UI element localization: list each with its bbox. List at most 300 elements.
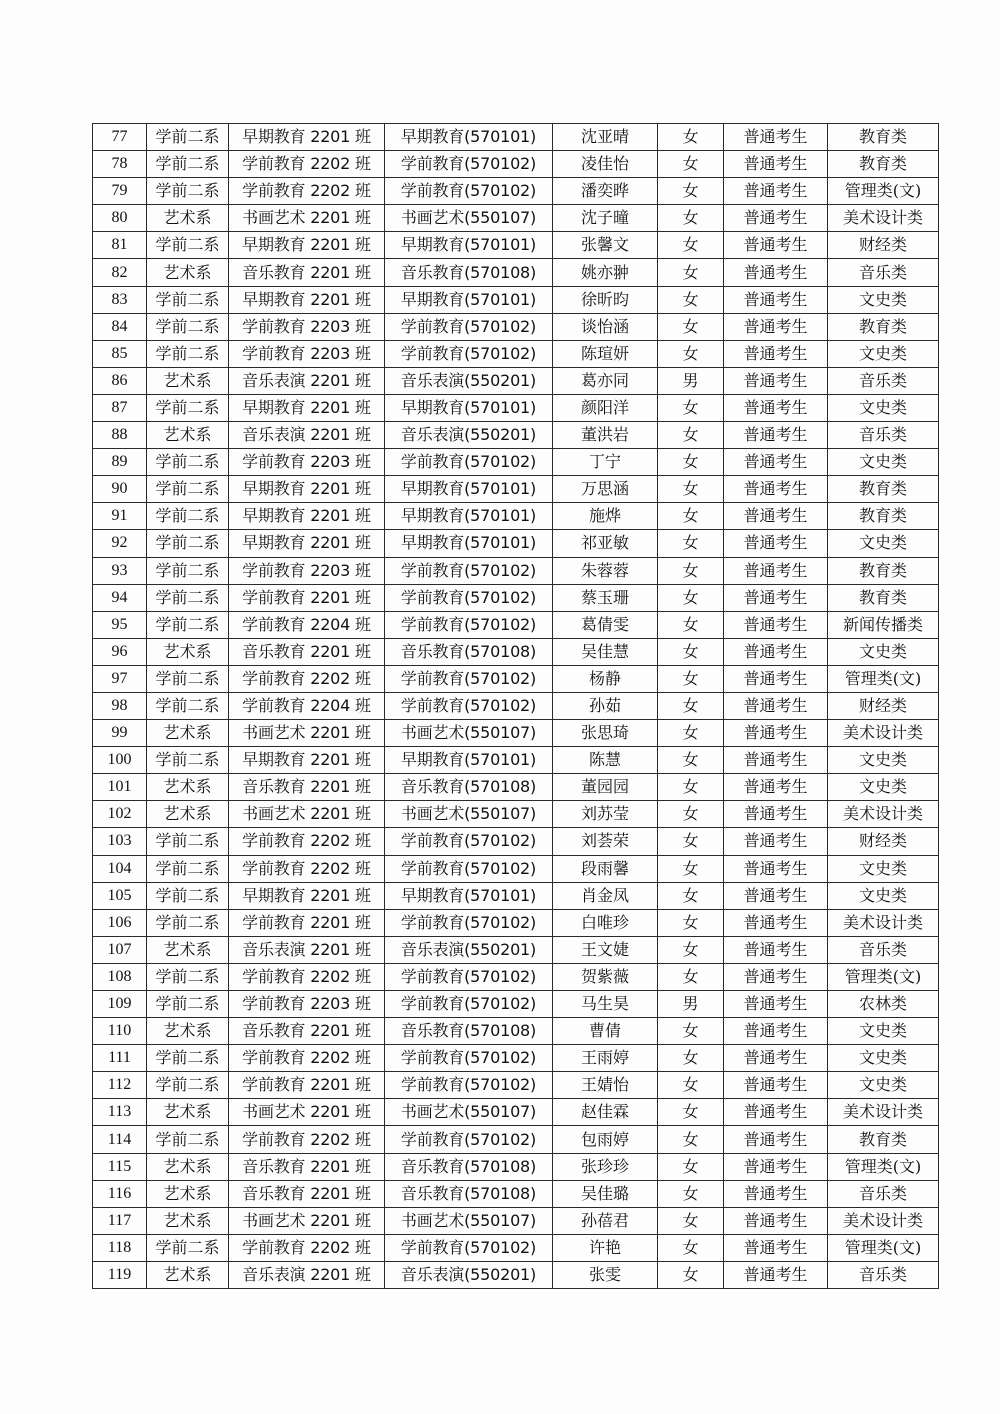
gender-cell: 女 xyxy=(658,1180,724,1207)
major-cell: 音乐教育(570108) xyxy=(385,259,553,286)
applicant-type-cell: 普通考生 xyxy=(724,1207,828,1234)
class-name-cell: 书画艺术 2201 班 xyxy=(229,720,385,747)
applicant-type-cell: 普通考生 xyxy=(724,1018,828,1045)
student-name-cell: 刘荟荣 xyxy=(553,828,658,855)
student-name-cell: 肖金凤 xyxy=(553,882,658,909)
row-number-cell: 87 xyxy=(93,394,147,421)
gender-cell: 女 xyxy=(658,1153,724,1180)
applicant-type-cell: 普通考生 xyxy=(724,828,828,855)
gender-cell: 女 xyxy=(658,394,724,421)
class-name-cell: 早期教育 2201 班 xyxy=(229,124,385,151)
department-cell: 学前二系 xyxy=(147,313,229,340)
student-name-cell: 蔡玉珊 xyxy=(553,584,658,611)
student-name-cell: 白唯珍 xyxy=(553,909,658,936)
row-number-cell: 97 xyxy=(93,665,147,692)
department-cell: 艺术系 xyxy=(147,1207,229,1234)
class-name-cell: 音乐教育 2201 班 xyxy=(229,1180,385,1207)
row-number-cell: 117 xyxy=(93,1207,147,1234)
class-name-cell: 书画艺术 2201 班 xyxy=(229,1099,385,1126)
gender-cell: 女 xyxy=(658,1234,724,1261)
row-number-cell: 100 xyxy=(93,747,147,774)
applicant-type-cell: 普通考生 xyxy=(724,747,828,774)
exam-category-cell: 文史类 xyxy=(828,638,939,665)
exam-category-cell: 教育类 xyxy=(828,313,939,340)
student-name-cell: 吴佳璐 xyxy=(553,1180,658,1207)
exam-category-cell: 教育类 xyxy=(828,503,939,530)
applicant-type-cell: 普通考生 xyxy=(724,1126,828,1153)
row-number-cell: 94 xyxy=(93,584,147,611)
exam-category-cell: 文史类 xyxy=(828,1045,939,1072)
student-name-cell: 张珍珍 xyxy=(553,1153,658,1180)
department-cell: 学前二系 xyxy=(147,584,229,611)
major-cell: 学前教育(570102) xyxy=(385,828,553,855)
exam-category-cell: 文史类 xyxy=(828,449,939,476)
major-cell: 学前教育(570102) xyxy=(385,909,553,936)
exam-category-cell: 新闻传播类 xyxy=(828,611,939,638)
exam-category-cell: 管理类(文) xyxy=(828,1234,939,1261)
gender-cell: 女 xyxy=(658,801,724,828)
applicant-type-cell: 普通考生 xyxy=(724,774,828,801)
gender-cell: 女 xyxy=(658,882,724,909)
row-number-cell: 93 xyxy=(93,557,147,584)
student-name-cell: 祁亚敏 xyxy=(553,530,658,557)
class-name-cell: 学前教育 2203 班 xyxy=(229,557,385,584)
department-cell: 学前二系 xyxy=(147,1072,229,1099)
exam-category-cell: 文史类 xyxy=(828,774,939,801)
row-number-cell: 84 xyxy=(93,313,147,340)
table-row xyxy=(93,530,939,557)
applicant-type-cell: 普通考生 xyxy=(724,422,828,449)
major-cell: 早期教育(570101) xyxy=(385,232,553,259)
applicant-type-cell: 普通考生 xyxy=(724,1045,828,1072)
row-number-cell: 92 xyxy=(93,530,147,557)
student-name-cell: 谈怡涵 xyxy=(553,313,658,340)
table-row xyxy=(93,692,939,719)
gender-cell: 女 xyxy=(658,178,724,205)
exam-category-cell: 文史类 xyxy=(828,747,939,774)
student-name-cell: 万思涵 xyxy=(553,476,658,503)
class-name-cell: 早期教育 2201 班 xyxy=(229,503,385,530)
class-name-cell: 音乐表演 2201 班 xyxy=(229,422,385,449)
applicant-type-cell: 普通考生 xyxy=(724,313,828,340)
table-row xyxy=(93,422,939,449)
department-cell: 艺术系 xyxy=(147,1099,229,1126)
applicant-type-cell: 普通考生 xyxy=(724,1180,828,1207)
applicant-type-cell: 普通考生 xyxy=(724,991,828,1018)
applicant-type-cell: 普通考生 xyxy=(724,692,828,719)
exam-category-cell: 音乐类 xyxy=(828,1261,939,1288)
class-name-cell: 书画艺术 2201 班 xyxy=(229,205,385,232)
major-cell: 早期教育(570101) xyxy=(385,882,553,909)
applicant-type-cell: 普通考生 xyxy=(724,205,828,232)
applicant-type-cell: 普通考生 xyxy=(724,1072,828,1099)
department-cell: 学前二系 xyxy=(147,124,229,151)
department-cell: 学前二系 xyxy=(147,882,229,909)
gender-cell: 女 xyxy=(658,665,724,692)
row-number-cell: 88 xyxy=(93,422,147,449)
class-name-cell: 音乐教育 2201 班 xyxy=(229,259,385,286)
exam-category-cell: 教育类 xyxy=(828,1126,939,1153)
gender-cell: 女 xyxy=(658,340,724,367)
student-name-cell: 施烨 xyxy=(553,503,658,530)
major-cell: 书画艺术(550107) xyxy=(385,1207,553,1234)
row-number-cell: 115 xyxy=(93,1153,147,1180)
exam-category-cell: 文史类 xyxy=(828,340,939,367)
department-cell: 艺术系 xyxy=(147,1153,229,1180)
exam-category-cell: 管理类(文) xyxy=(828,665,939,692)
table-row xyxy=(93,882,939,909)
exam-category-cell: 美术设计类 xyxy=(828,720,939,747)
table-row xyxy=(93,963,939,990)
major-cell: 早期教育(570101) xyxy=(385,530,553,557)
student-name-cell: 沈亚晴 xyxy=(553,124,658,151)
applicant-type-cell: 普通考生 xyxy=(724,530,828,557)
class-name-cell: 学前教育 2203 班 xyxy=(229,449,385,476)
exam-category-cell: 文史类 xyxy=(828,286,939,313)
major-cell: 音乐教育(570108) xyxy=(385,638,553,665)
gender-cell: 女 xyxy=(658,205,724,232)
gender-cell: 女 xyxy=(658,909,724,936)
major-cell: 早期教育(570101) xyxy=(385,503,553,530)
applicant-type-cell: 普通考生 xyxy=(724,665,828,692)
row-number-cell: 101 xyxy=(93,774,147,801)
applicant-type-cell: 普通考生 xyxy=(724,503,828,530)
class-name-cell: 早期教育 2201 班 xyxy=(229,232,385,259)
applicant-type-cell: 普通考生 xyxy=(724,936,828,963)
row-number-cell: 108 xyxy=(93,963,147,990)
class-name-cell: 学前教育 2202 班 xyxy=(229,151,385,178)
gender-cell: 女 xyxy=(658,638,724,665)
applicant-type-cell: 普通考生 xyxy=(724,638,828,665)
student-name-cell: 包雨婷 xyxy=(553,1126,658,1153)
table-row xyxy=(93,1234,939,1261)
class-name-cell: 学前教育 2202 班 xyxy=(229,665,385,692)
exam-category-cell: 音乐类 xyxy=(828,259,939,286)
department-cell: 学前二系 xyxy=(147,530,229,557)
class-name-cell: 早期教育 2201 班 xyxy=(229,394,385,421)
applicant-type-cell: 普通考生 xyxy=(724,855,828,882)
exam-category-cell: 美术设计类 xyxy=(828,205,939,232)
major-cell: 早期教育(570101) xyxy=(385,747,553,774)
department-cell: 学前二系 xyxy=(147,1126,229,1153)
row-number-cell: 78 xyxy=(93,151,147,178)
table-row xyxy=(93,1072,939,1099)
department-cell: 艺术系 xyxy=(147,720,229,747)
row-number-cell: 110 xyxy=(93,1018,147,1045)
row-number-cell: 99 xyxy=(93,720,147,747)
major-cell: 音乐表演(550201) xyxy=(385,1261,553,1288)
exam-category-cell: 美术设计类 xyxy=(828,909,939,936)
student-name-cell: 徐昕昀 xyxy=(553,286,658,313)
exam-category-cell: 音乐类 xyxy=(828,936,939,963)
major-cell: 学前教育(570102) xyxy=(385,1072,553,1099)
table-row xyxy=(93,1045,939,1072)
department-cell: 艺术系 xyxy=(147,936,229,963)
table-row xyxy=(93,828,939,855)
class-name-cell: 音乐教育 2201 班 xyxy=(229,774,385,801)
department-cell: 艺术系 xyxy=(147,259,229,286)
student-name-cell: 杨静 xyxy=(553,665,658,692)
student-name-cell: 陈瑄妍 xyxy=(553,340,658,367)
row-number-cell: 119 xyxy=(93,1261,147,1288)
applicant-type-cell: 普通考生 xyxy=(724,963,828,990)
table-row xyxy=(93,774,939,801)
major-cell: 音乐表演(550201) xyxy=(385,422,553,449)
table-row xyxy=(93,584,939,611)
major-cell: 早期教育(570101) xyxy=(385,476,553,503)
row-number-cell: 90 xyxy=(93,476,147,503)
department-cell: 学前二系 xyxy=(147,828,229,855)
row-number-cell: 112 xyxy=(93,1072,147,1099)
exam-category-cell: 教育类 xyxy=(828,124,939,151)
table-row xyxy=(93,503,939,530)
class-name-cell: 早期教育 2201 班 xyxy=(229,476,385,503)
table-row xyxy=(93,1180,939,1207)
student-name-cell: 葛倩雯 xyxy=(553,611,658,638)
class-name-cell: 学前教育 2203 班 xyxy=(229,340,385,367)
major-cell: 早期教育(570101) xyxy=(385,124,553,151)
exam-category-cell: 管理类(文) xyxy=(828,178,939,205)
student-name-cell: 许艳 xyxy=(553,1234,658,1261)
student-name-cell: 贺紫薇 xyxy=(553,963,658,990)
gender-cell: 女 xyxy=(658,124,724,151)
table-row xyxy=(93,801,939,828)
exam-category-cell: 文史类 xyxy=(828,1072,939,1099)
table-row xyxy=(93,747,939,774)
major-cell: 书画艺术(550107) xyxy=(385,205,553,232)
row-number-cell: 103 xyxy=(93,828,147,855)
row-number-cell: 102 xyxy=(93,801,147,828)
gender-cell: 女 xyxy=(658,1045,724,1072)
department-cell: 学前二系 xyxy=(147,286,229,313)
row-number-cell: 79 xyxy=(93,178,147,205)
gender-cell: 女 xyxy=(658,530,724,557)
applicant-type-cell: 普通考生 xyxy=(724,367,828,394)
department-cell: 学前二系 xyxy=(147,747,229,774)
row-number-cell: 83 xyxy=(93,286,147,313)
exam-category-cell: 音乐类 xyxy=(828,1180,939,1207)
gender-cell: 女 xyxy=(658,584,724,611)
major-cell: 音乐教育(570108) xyxy=(385,1153,553,1180)
exam-category-cell: 教育类 xyxy=(828,557,939,584)
student-name-cell: 张馨文 xyxy=(553,232,658,259)
major-cell: 学前教育(570102) xyxy=(385,855,553,882)
table-row xyxy=(93,151,939,178)
department-cell: 学前二系 xyxy=(147,1234,229,1261)
row-number-cell: 86 xyxy=(93,367,147,394)
row-number-cell: 105 xyxy=(93,882,147,909)
applicant-type-cell: 普通考生 xyxy=(724,1099,828,1126)
exam-category-cell: 文史类 xyxy=(828,882,939,909)
applicant-type-cell: 普通考生 xyxy=(724,340,828,367)
student-name-cell: 颜阳洋 xyxy=(553,394,658,421)
student-name-cell: 陈慧 xyxy=(553,747,658,774)
student-name-cell: 朱蓉蓉 xyxy=(553,557,658,584)
class-name-cell: 音乐表演 2201 班 xyxy=(229,367,385,394)
major-cell: 书画艺术(550107) xyxy=(385,801,553,828)
department-cell: 学前二系 xyxy=(147,611,229,638)
class-name-cell: 早期教育 2201 班 xyxy=(229,530,385,557)
row-number-cell: 113 xyxy=(93,1099,147,1126)
student-name-cell: 王婧怡 xyxy=(553,1072,658,1099)
major-cell: 学前教育(570102) xyxy=(385,313,553,340)
exam-category-cell: 财经类 xyxy=(828,232,939,259)
student-name-cell: 刘苏莹 xyxy=(553,801,658,828)
exam-category-cell: 美术设计类 xyxy=(828,1099,939,1126)
table-row xyxy=(93,611,939,638)
applicant-type-cell: 普通考生 xyxy=(724,394,828,421)
row-number-cell: 81 xyxy=(93,232,147,259)
student-name-cell: 张思琦 xyxy=(553,720,658,747)
student-name-cell: 吴佳慧 xyxy=(553,638,658,665)
department-cell: 艺术系 xyxy=(147,801,229,828)
row-number-cell: 98 xyxy=(93,692,147,719)
class-name-cell: 学前教育 2201 班 xyxy=(229,584,385,611)
gender-cell: 女 xyxy=(658,313,724,340)
student-name-cell: 张雯 xyxy=(553,1261,658,1288)
department-cell: 艺术系 xyxy=(147,422,229,449)
department-cell: 学前二系 xyxy=(147,909,229,936)
row-number-cell: 85 xyxy=(93,340,147,367)
class-name-cell: 学前教育 2202 班 xyxy=(229,1126,385,1153)
class-name-cell: 学前教育 2202 班 xyxy=(229,1045,385,1072)
table-row xyxy=(93,855,939,882)
student-roster-table xyxy=(92,123,939,1289)
table-row xyxy=(93,1099,939,1126)
class-name-cell: 音乐表演 2201 班 xyxy=(229,1261,385,1288)
class-name-cell: 音乐表演 2201 班 xyxy=(229,936,385,963)
table-row xyxy=(93,259,939,286)
table-row xyxy=(93,394,939,421)
gender-cell: 女 xyxy=(658,422,724,449)
row-number-cell: 96 xyxy=(93,638,147,665)
table-row xyxy=(93,367,939,394)
major-cell: 书画艺术(550107) xyxy=(385,720,553,747)
student-name-cell: 丁宁 xyxy=(553,449,658,476)
student-name-cell: 段雨馨 xyxy=(553,855,658,882)
student-name-cell: 凌佳怡 xyxy=(553,151,658,178)
major-cell: 学前教育(570102) xyxy=(385,1126,553,1153)
major-cell: 音乐教育(570108) xyxy=(385,1180,553,1207)
gender-cell: 女 xyxy=(658,1018,724,1045)
department-cell: 学前二系 xyxy=(147,232,229,259)
table-row xyxy=(93,340,939,367)
student-name-cell: 王文婕 xyxy=(553,936,658,963)
class-name-cell: 音乐教育 2201 班 xyxy=(229,1153,385,1180)
major-cell: 学前教育(570102) xyxy=(385,178,553,205)
exam-category-cell: 教育类 xyxy=(828,476,939,503)
exam-category-cell: 财经类 xyxy=(828,692,939,719)
department-cell: 学前二系 xyxy=(147,394,229,421)
class-name-cell: 早期教育 2201 班 xyxy=(229,286,385,313)
gender-cell: 女 xyxy=(658,1126,724,1153)
table-row xyxy=(93,313,939,340)
row-number-cell: 111 xyxy=(93,1045,147,1072)
student-name-cell: 马生昊 xyxy=(553,991,658,1018)
exam-category-cell: 音乐类 xyxy=(828,422,939,449)
table-row xyxy=(93,205,939,232)
class-name-cell: 音乐教育 2201 班 xyxy=(229,638,385,665)
class-name-cell: 学前教育 2201 班 xyxy=(229,909,385,936)
row-number-cell: 80 xyxy=(93,205,147,232)
gender-cell: 女 xyxy=(658,1207,724,1234)
exam-category-cell: 教育类 xyxy=(828,584,939,611)
table-row xyxy=(93,557,939,584)
row-number-cell: 91 xyxy=(93,503,147,530)
table-row xyxy=(93,1207,939,1234)
class-name-cell: 学前教育 2202 班 xyxy=(229,178,385,205)
exam-category-cell: 文史类 xyxy=(828,855,939,882)
gender-cell: 女 xyxy=(658,963,724,990)
class-name-cell: 学前教育 2202 班 xyxy=(229,855,385,882)
row-number-cell: 77 xyxy=(93,124,147,151)
exam-category-cell: 农林类 xyxy=(828,991,939,1018)
exam-category-cell: 管理类(文) xyxy=(828,1153,939,1180)
department-cell: 学前二系 xyxy=(147,340,229,367)
student-name-cell: 曹倩 xyxy=(553,1018,658,1045)
gender-cell: 男 xyxy=(658,367,724,394)
exam-category-cell: 文史类 xyxy=(828,530,939,557)
row-number-cell: 89 xyxy=(93,449,147,476)
gender-cell: 女 xyxy=(658,1099,724,1126)
major-cell: 学前教育(570102) xyxy=(385,991,553,1018)
gender-cell: 女 xyxy=(658,557,724,584)
major-cell: 学前教育(570102) xyxy=(385,340,553,367)
class-name-cell: 学前教育 2203 班 xyxy=(229,313,385,340)
gender-cell: 女 xyxy=(658,936,724,963)
class-name-cell: 音乐教育 2201 班 xyxy=(229,1018,385,1045)
table-row xyxy=(93,124,939,151)
applicant-type-cell: 普通考生 xyxy=(724,1234,828,1261)
row-number-cell: 95 xyxy=(93,611,147,638)
exam-category-cell: 管理类(文) xyxy=(828,963,939,990)
major-cell: 学前教育(570102) xyxy=(385,557,553,584)
row-number-cell: 114 xyxy=(93,1126,147,1153)
applicant-type-cell: 普通考生 xyxy=(724,259,828,286)
student-name-cell: 沈子曈 xyxy=(553,205,658,232)
table-row xyxy=(93,1018,939,1045)
student-name-cell: 董洪岩 xyxy=(553,422,658,449)
applicant-type-cell: 普通考生 xyxy=(724,882,828,909)
row-number-cell: 106 xyxy=(93,909,147,936)
major-cell: 早期教育(570101) xyxy=(385,286,553,313)
applicant-type-cell: 普通考生 xyxy=(724,801,828,828)
table-row xyxy=(93,232,939,259)
class-name-cell: 书画艺术 2201 班 xyxy=(229,1207,385,1234)
class-name-cell: 早期教育 2201 班 xyxy=(229,882,385,909)
class-name-cell: 学前教育 2204 班 xyxy=(229,611,385,638)
student-name-cell: 董园园 xyxy=(553,774,658,801)
department-cell: 学前二系 xyxy=(147,476,229,503)
gender-cell: 女 xyxy=(658,692,724,719)
student-name-cell: 姚亦翀 xyxy=(553,259,658,286)
gender-cell: 女 xyxy=(658,611,724,638)
gender-cell: 女 xyxy=(658,855,724,882)
student-name-cell: 孙茹 xyxy=(553,692,658,719)
department-cell: 艺术系 xyxy=(147,205,229,232)
major-cell: 学前教育(570102) xyxy=(385,611,553,638)
major-cell: 学前教育(570102) xyxy=(385,963,553,990)
gender-cell: 女 xyxy=(658,1261,724,1288)
row-number-cell: 109 xyxy=(93,991,147,1018)
gender-cell: 女 xyxy=(658,286,724,313)
student-name-cell: 王雨婷 xyxy=(553,1045,658,1072)
class-name-cell: 学前教育 2202 班 xyxy=(229,963,385,990)
table-row xyxy=(93,449,939,476)
row-number-cell: 118 xyxy=(93,1234,147,1261)
exam-category-cell: 美术设计类 xyxy=(828,1207,939,1234)
gender-cell: 女 xyxy=(658,151,724,178)
